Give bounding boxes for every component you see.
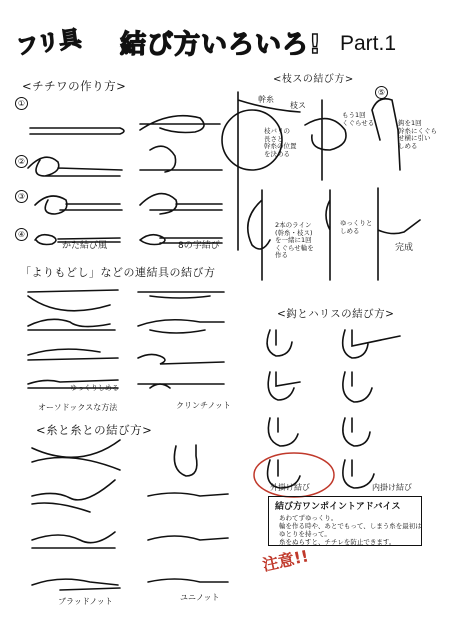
label-hachinoji: 8の字結び bbox=[178, 241, 220, 251]
chichiwa-step2 bbox=[28, 157, 122, 176]
hari-left bbox=[267, 330, 300, 488]
label-yukkurishimeru: ゆっくりしめる bbox=[70, 384, 119, 392]
edasu-step6 bbox=[378, 188, 420, 280]
section-yorimodoshi: 「よりもどし」などの連結具の結び方 bbox=[20, 266, 216, 279]
edasu-step4 bbox=[248, 190, 270, 280]
ito-left bbox=[32, 440, 120, 590]
advice-line: ゆとりを持って。 bbox=[279, 530, 331, 538]
label-uchikake2: 内掛け結び bbox=[372, 483, 412, 492]
brand-logo: フリ具 bbox=[14, 26, 83, 61]
page-title: 結び方いろいろ! bbox=[120, 30, 322, 60]
label-blood: ブラッドノット bbox=[58, 597, 113, 606]
edasu-step5 bbox=[326, 190, 330, 280]
ito-right bbox=[148, 445, 228, 582]
note-edasu2: もう1回 くぐらせる bbox=[342, 111, 375, 127]
note-hari: 鈎を1回 幹糸にくぐら せ横に引い しめる bbox=[398, 119, 437, 150]
chichiwa-step3 bbox=[35, 196, 122, 214]
note-edasu3: 2本のライン (幹糸・枝ス) を一緒に1回 くぐらせ輪を 作る bbox=[275, 221, 314, 259]
section-edasu: <枝スの結び方> bbox=[273, 74, 354, 85]
section-ito: <糸と糸との結び方> bbox=[36, 423, 153, 437]
label-kansei: 完成 bbox=[395, 243, 414, 253]
yorimodoshi-left bbox=[28, 290, 118, 388]
section-chichiwa: <チチワの作り方> bbox=[22, 79, 127, 93]
step-number: ⑤ bbox=[375, 86, 388, 99]
step-number: ① bbox=[15, 97, 28, 110]
chichiwa-right-step1 bbox=[140, 116, 220, 133]
advice-box bbox=[268, 496, 422, 546]
advice-line: 輪を作る時や、あとでもって、しまう糸を最初は bbox=[279, 522, 422, 530]
label-clinch: クリンチノット bbox=[176, 401, 231, 410]
handwritten-note: 注意!! bbox=[260, 546, 311, 575]
note-yukkuri: ゆっくりと しめる bbox=[340, 219, 373, 235]
step-number: ② bbox=[15, 155, 28, 168]
yorimodoshi-right bbox=[138, 292, 224, 388]
part-label: Part.1 bbox=[340, 32, 397, 55]
edasu-step3 bbox=[372, 99, 400, 170]
label-katamusubi: かた結び風 bbox=[62, 241, 108, 251]
advice-title: 結び方ワンポイントアドバイス bbox=[275, 502, 401, 512]
label-uni: ユニノット bbox=[180, 593, 220, 602]
edasu-step2 bbox=[305, 100, 346, 180]
label-mikiito: 幹糸 bbox=[258, 95, 274, 104]
advice-line: あわてずゆっくり。 bbox=[279, 514, 338, 522]
hari-right bbox=[343, 330, 400, 488]
chichiwa-right-step3 bbox=[140, 194, 222, 214]
chichiwa-step1 bbox=[30, 128, 124, 134]
advice-line: 糸をぬらすと、チチレを防止できます。 bbox=[279, 538, 396, 546]
step-number: ③ bbox=[15, 190, 28, 203]
label-orthodox: オーソドックスな方法 bbox=[38, 403, 118, 412]
chichiwa-right-step2 bbox=[140, 146, 222, 172]
label-uchigake: 外掛け結び bbox=[270, 483, 310, 492]
label-edasu: 枝ス bbox=[290, 101, 306, 110]
step-number: ④ bbox=[15, 228, 28, 241]
section-hari: <鈎とハリスの結び方> bbox=[277, 308, 395, 320]
note-edasu1: 枝バリの 長さと 幹糸の位置 を決める bbox=[264, 127, 297, 158]
